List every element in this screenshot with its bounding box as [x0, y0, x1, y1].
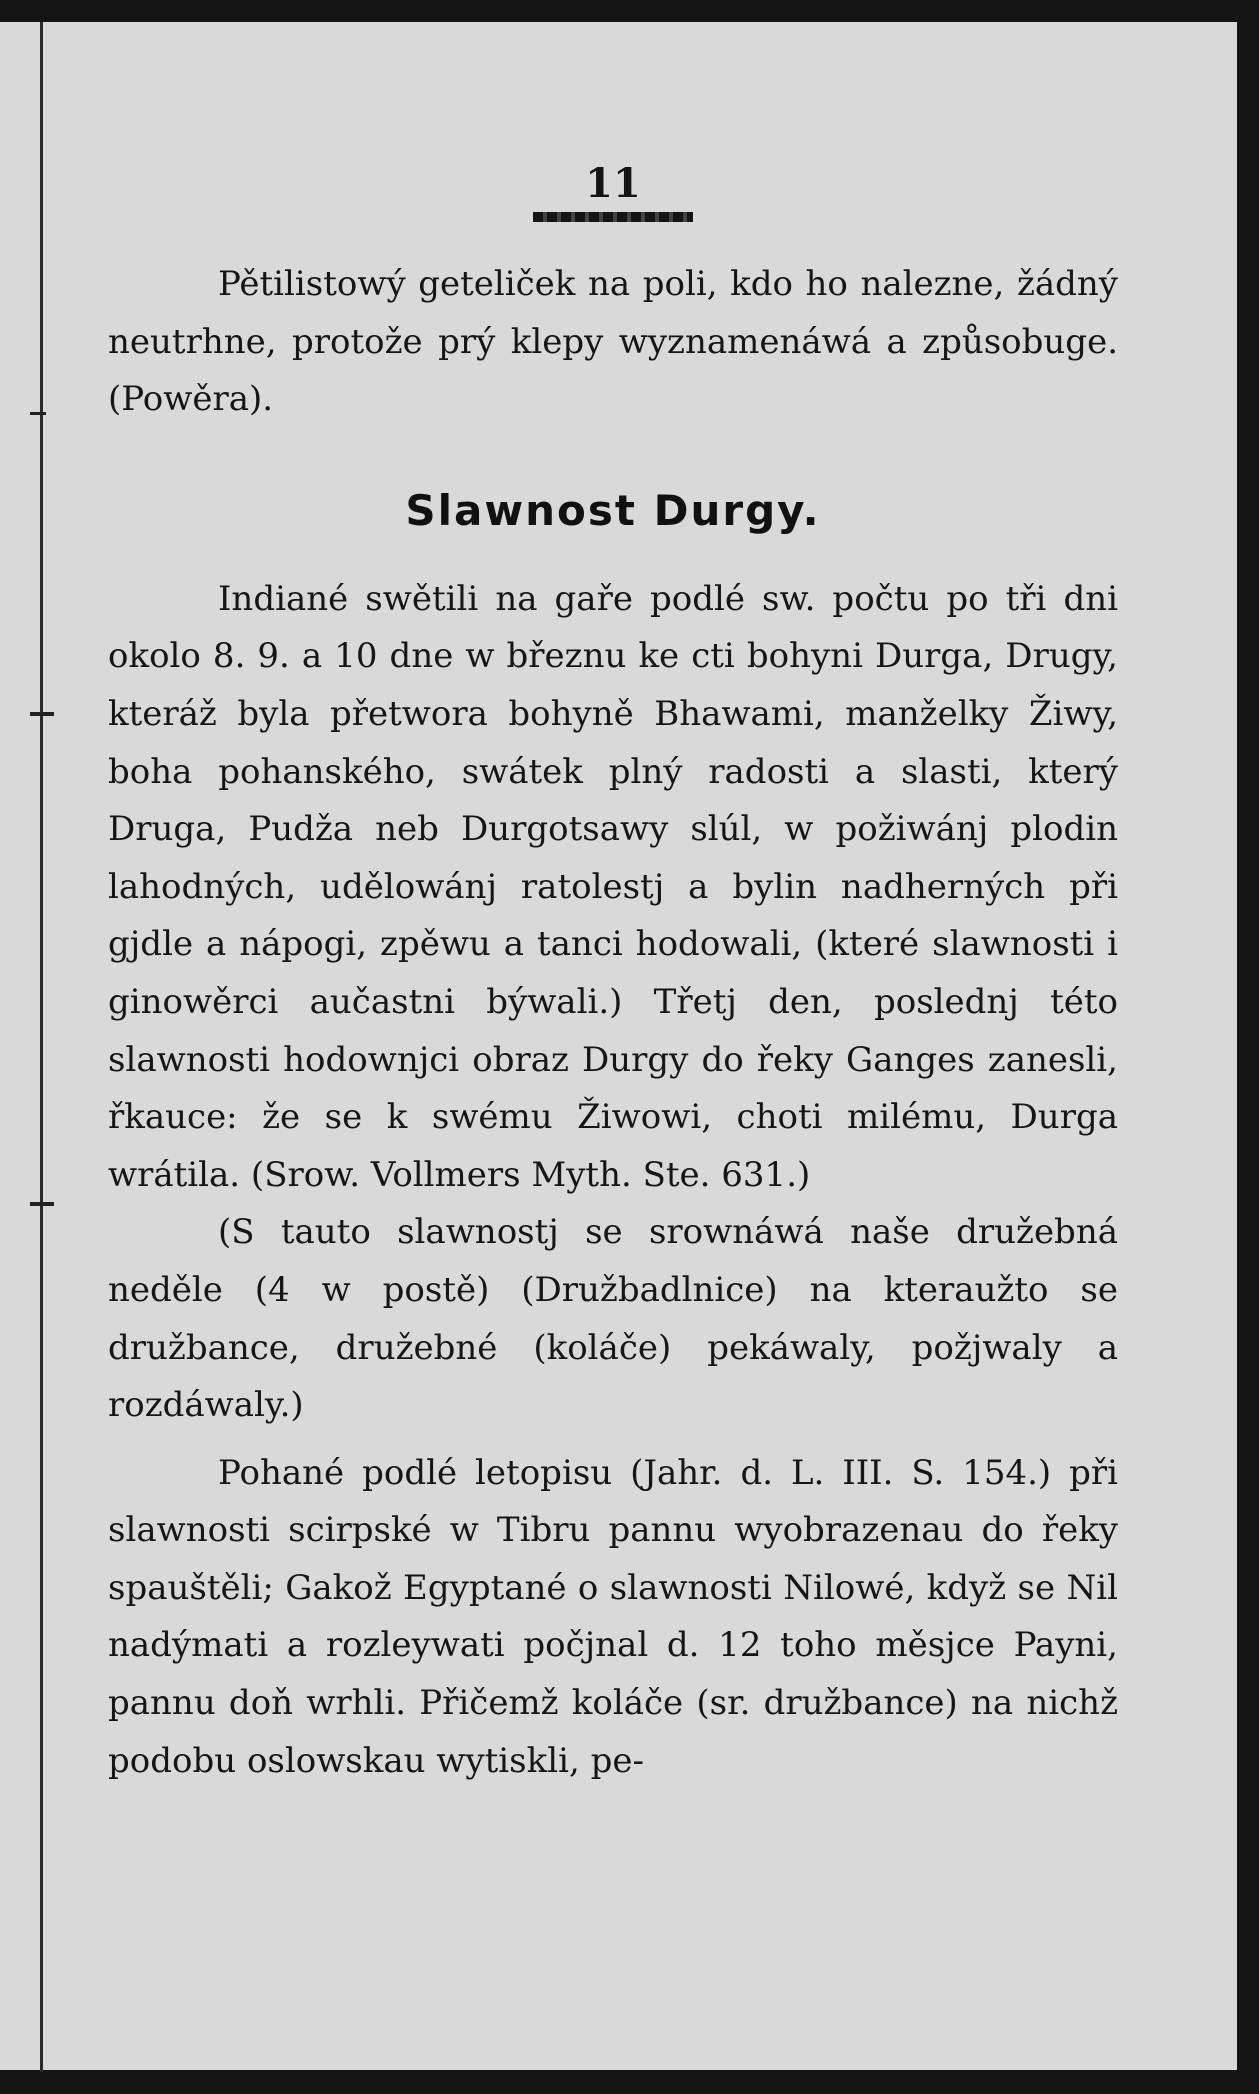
scan-border-top — [0, 0, 1259, 22]
margin-tick-mark — [30, 1202, 54, 1206]
margin-tick-mark — [30, 712, 54, 716]
paragraph: Indiané swětili na gaře podlé sw. počtu po tři dni okolo 8. 9. a 10 dne w březnu ke cti bohyni Durga, Drugy, kteráž byla přetwora bohyně Bhawami, manželky Žiwy, boha pohanského, swátek plný radosti a slasti, který Druga, Pudža neb Durgotsawy slúl, w požiwánj plodin lahodných, udělowánj ratolestj a bylin nadherných při gjdle a nápogi, zpěwu a tanci hodowali, (které slawnosti i ginowěrci aučastni býwali.) Třetj den, poslednj této slawnosti hodownjci obraz Durgy do řeky Ganges zanesli, řkauce: že se k swému Žiwowi, choti milému, Durga wrátila. (Srow. Vollmers Myth. Ste. 631.) — [108, 578, 1118, 1195]
page-number: 11 — [585, 160, 641, 207]
paragraph: Pohané podlé letopisu (Jahr. d. L. III. S. 154.) při slawnosti scirpské w Tibru pannu wyobrazenau do řeky spauštěli; Gakož Egyptané o slawnosti Nilowé, když se Nil nadýmati a rozleywati počjnal d. 12 toho měsjce Payni, pannu doň wrhli. Přičemž koláče (sr. družbance) na nichž podobu oslowskau wytiskli, pe- — [108, 1452, 1118, 1781]
scan-border-right — [1237, 0, 1259, 2094]
paragraph: (S tauto slawnostj se srownáwá naše družebná neděle (4 w postě) (Družbadlnice) na kteraužto se družbance, družebné (koláče) pekáwaly, požjwaly a rozdáwaly.) — [108, 1212, 1118, 1426]
scan-border-bottom — [0, 2070, 1259, 2094]
page-body — [108, 160, 1118, 1790]
margin-tick-mark — [30, 412, 46, 415]
paragraph: Pětilistowý geteliček na poli, kdo ho nalezne, žádný neutrhne, protože prý klepy wyznamenáwá a způsobuge. (Powěra). — [108, 264, 1118, 420]
binding-gutter-line — [40, 22, 43, 2072]
section-heading: Slawnost Durgy. — [405, 485, 821, 535]
decorative-rule — [533, 212, 693, 222]
